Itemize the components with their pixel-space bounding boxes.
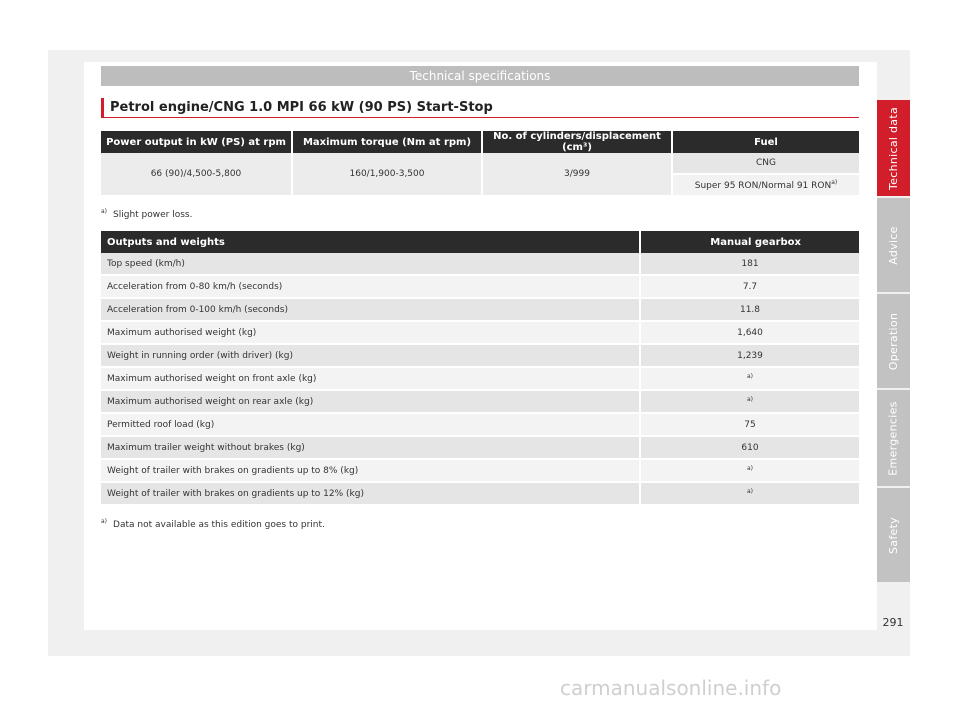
table-row — [101, 322, 859, 345]
footnote-not-available — [101, 518, 325, 530]
row-label: Permitted roof load (kg) — [101, 414, 641, 437]
tab-label: Technical data — [887, 106, 901, 190]
footnote-text: Data not available as this edition goes to print. — [113, 520, 325, 530]
outputs-table — [101, 231, 859, 506]
fuel-petrol-text: Super 95 RON/Normal 91 RON — [694, 181, 832, 191]
row-value: 610 — [641, 437, 859, 460]
header-fuel: Fuel — [673, 131, 859, 153]
table-row — [101, 368, 859, 391]
row-value: 1,640 — [641, 322, 859, 345]
power-value: 66 (90)/4,500-5,800 — [101, 153, 293, 197]
footnote-mark: a) — [831, 179, 838, 186]
table-row — [101, 483, 859, 506]
footnote-mark: a) — [101, 208, 108, 215]
tab-advice[interactable] — [877, 198, 910, 292]
engine-table — [101, 131, 859, 197]
table-row — [101, 345, 859, 368]
engine-table-header — [101, 131, 859, 153]
tab-operation[interactable] — [877, 294, 910, 388]
header-outputs: Outputs and weights — [101, 231, 641, 253]
row-label: Maximum authorised weight (kg) — [101, 322, 641, 345]
footnote-power-loss — [101, 208, 192, 220]
chapter-header: Technical specifications — [101, 66, 859, 86]
tab-emergencies[interactable] — [877, 390, 910, 486]
torque-value: 160/1,900-3,500 — [293, 153, 483, 197]
tab-label: Advice — [887, 225, 900, 265]
row-value — [641, 368, 859, 391]
row-label: Maximum authorised weight on front axle (kg) — [101, 368, 641, 391]
row-value: 7.7 — [641, 276, 859, 299]
footnote-text: Slight power loss. — [113, 210, 193, 220]
row-label: Maximum authorised weight on rear axle (kg) — [101, 391, 641, 414]
table-row — [101, 414, 859, 437]
fuel-cng: CNG — [673, 153, 859, 175]
tab-label: Emergencies — [887, 400, 901, 476]
row-label: Acceleration from 0-100 km/h (seconds) — [101, 299, 641, 322]
row-value: 75 — [641, 414, 859, 437]
table-row — [101, 299, 859, 322]
table-row — [101, 253, 859, 276]
row-value: 1,239 — [641, 345, 859, 368]
row-label: Weight in running order (with driver) (kg) — [101, 345, 641, 368]
row-label: Acceleration from 0-80 km/h (seconds) — [101, 276, 641, 299]
row-label: Top speed (km/h) — [101, 253, 641, 276]
outputs-table-body — [101, 253, 859, 506]
header-torque: Maximum torque (Nm at rpm) — [293, 131, 483, 153]
cylinders-value: 3/999 — [483, 153, 673, 197]
row-label: Weight of trailer with brakes on gradients up to 12% (kg) — [101, 483, 641, 506]
tab-technical-data[interactable] — [877, 100, 910, 196]
table-row — [101, 276, 859, 299]
header-power: Power output in kW (PS) at rpm — [101, 131, 293, 153]
tab-label: Operation — [887, 312, 901, 370]
row-label: Maximum trailer weight without brakes (kg) — [101, 437, 641, 460]
row-value: 11.8 — [641, 299, 859, 322]
row-value — [641, 391, 859, 414]
footnote-mark: a) — [746, 372, 754, 380]
row-label: Weight of trailer with brakes on gradients up to 8% (kg) — [101, 460, 641, 483]
page-number: 291 — [882, 616, 904, 629]
fuel-petrol — [673, 175, 859, 197]
table-row — [101, 153, 859, 175]
outputs-table-header — [101, 231, 859, 253]
section-title: Petrol engine/CNG 1.0 MPI 66 kW (90 PS) Start-Stop — [101, 98, 859, 118]
tab-safety[interactable] — [877, 488, 910, 582]
footnote-mark: a) — [101, 518, 108, 525]
table-row — [101, 437, 859, 460]
header-cylinders: No. of cylinders/displacement (cm³) — [483, 131, 673, 153]
footnote-mark: a) — [746, 464, 754, 472]
header-gearbox: Manual gearbox — [641, 231, 859, 253]
footnote-mark: a) — [746, 395, 754, 403]
row-value: 181 — [641, 253, 859, 276]
table-row — [101, 391, 859, 414]
table-row — [101, 460, 859, 483]
row-value — [641, 483, 859, 506]
watermark: carmanualsonline.info — [560, 676, 782, 700]
row-value — [641, 460, 859, 483]
footnote-mark: a) — [746, 487, 754, 495]
tab-label: Safety — [887, 516, 900, 554]
